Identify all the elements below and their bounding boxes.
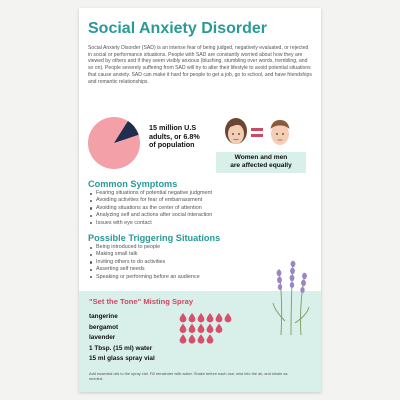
oil-drop-icon [216,324,223,333]
trigger-list-item: Speaking or performing before an audience [88,274,313,281]
oil-drop-icon [207,324,214,333]
symptom-list-item: Avoiding activities for fear of embarrassment [88,197,313,204]
symptom-list-item: Issues with eye contact [88,220,313,227]
oil-drops-illustration [179,311,239,345]
lavender-sprig-icon [269,251,313,335]
population-pie-chart [87,116,141,170]
trigger-list-item: Inviting others to do activities [88,259,313,266]
spray-title: "Set the Tone" Misting Spray [89,297,194,306]
oil-drop-icon [189,324,196,333]
page-title: Social Anxiety Disorder [88,20,268,37]
symptom-list-item: Fearing situations of potential negative judgment [88,190,313,197]
ingredient-item: lavender [89,334,116,342]
equal-affected-box: Women and men are affected equally [216,152,306,173]
triggers-heading: Possible Triggering Situations [88,233,221,243]
spray-recipe-section [79,291,321,392]
instructions-note: Add essential oils to the spray vial. Fill remainder with water. Shake before each use, mist into the air, and inhale as needed. [89,371,288,382]
oil-drop-icon [180,334,187,343]
oil-drop-icon [198,324,205,333]
trigger-list-item: Making small talk [88,251,313,258]
infographic-card [79,8,321,392]
ingredient-item: bergamot [89,323,119,331]
ingredient-item: 1 Tbsp. (15 ml) water [89,344,153,352]
oil-drop-icon [207,334,214,343]
oil-drop-icon [216,313,223,322]
symptom-list-item: Avoiding situations as the center of attention [88,205,313,212]
woman-man-equal-illustration [223,114,293,150]
woman-face-icon [225,118,247,144]
man-face-icon [271,120,290,145]
oil-drop-icon [198,313,205,322]
symptom-list-item: Analyzing self and actions after social interaction [88,212,313,219]
population-label: 15 million U.S adults, or 6.8% of population [149,123,200,150]
oil-drop-icon [180,313,187,322]
intro-paragraph: Social Anxiety Disorder (SAD) is an intense fear of being judged, negatively evaluated, or rejected in social or performance situations. People with SAD are constantly worried about how they are viewed by others and if they seem visibly anxious (blushing, stumbling over words, trembling, and so on). People severely suffering from SAD will try to alter their lifestyle to avoid potential situations that cause anxiety. SAD can make it hard for people to get a job, go to school, and have friendships and romantic relationships. [88,45,312,85]
symptoms-heading: Common Symptoms [88,179,178,189]
oil-drop-icon [180,324,187,333]
trigger-list-item: Being introduced to people [88,244,313,251]
trigger-list-item: Asserting self needs [88,266,313,273]
symptoms-list [88,190,313,227]
ingredient-item: 15 ml glass spray vial [89,355,155,363]
oil-drop-icon [189,313,196,322]
oil-drop-icon [207,313,214,322]
oil-drop-icon [225,313,232,322]
equals-icon [251,128,263,137]
ingredient-item: tangerine [89,313,118,320]
ingredient-list [89,312,155,365]
oil-drop-icon [189,334,196,343]
oil-drop-icon [198,334,205,343]
stats-section [79,112,321,176]
